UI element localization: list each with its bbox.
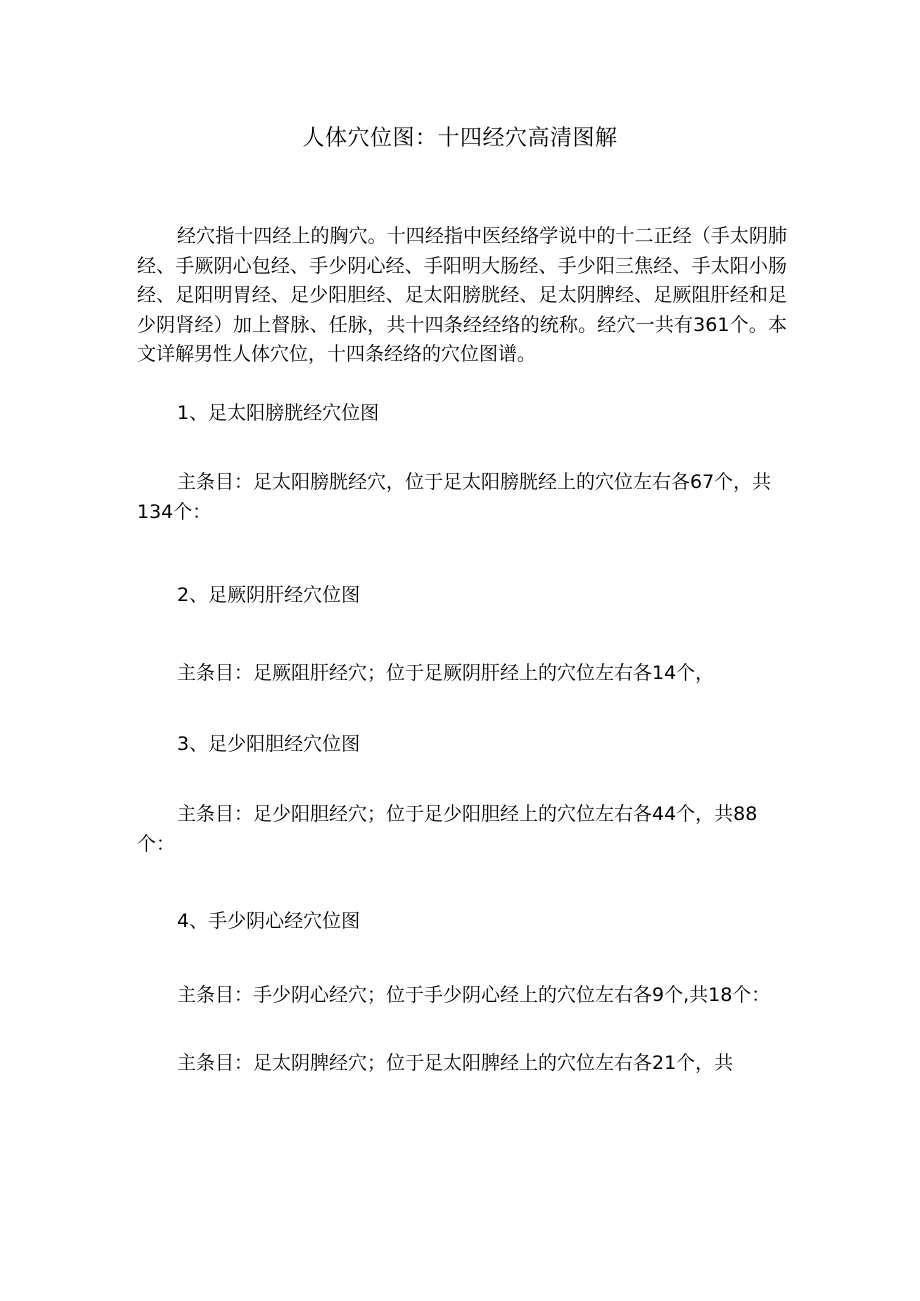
section-entry-4: 主条目：手少阴心经穴；位于手少阴心经上的穴位左右各9个,共18个： xyxy=(177,984,771,1006)
section-entry-3: 主条目：足少阳胆经穴；位于足少阳胆经上的穴位左右各44个，共88个： xyxy=(137,803,758,855)
trailing-entry: 主条目：足太阴脾经穴；位于足太阳脾经上的穴位左右各21个，共 xyxy=(177,1052,734,1074)
section-heading-1: 1、足太阳膀胱经穴位图 xyxy=(177,402,380,424)
section-heading-2: 2、足厥阴肝经穴位图 xyxy=(177,584,361,606)
intro-paragraph: 经穴指十四经上的胸穴。十四经指中医经络学说中的十二正经（手太阴肺经、手厥阴心包经、手少阴心经、手阳明大肠经、手少阳三焦经、手太阳小肠经、足阳明胃经、足少阳胆经、足太阳膀胱经、足太阴脾经、足厥阻肝经和足少阴肾经）加上督脉、任脉，共十四条经经络的统称。经穴一共有361个。本文详解男性人体穴位，十四条经络的穴位图谱。 xyxy=(137,225,787,365)
section-entry-1: 主条目：足太阳膀胱经穴，位于足太阳膀胱经上的穴位左右各67个，共134个： xyxy=(137,471,772,523)
page-title: 人体穴位图：十四经穴高清图解 xyxy=(302,126,618,151)
section-heading-3: 3、足少阳胆经穴位图 xyxy=(177,733,361,755)
section-heading-4: 4、手少阴心经穴位图 xyxy=(177,910,361,932)
section-entry-2: 主条目：足厥阻肝经穴；位于足厥阴肝经上的穴位左右各14个， xyxy=(177,662,715,684)
